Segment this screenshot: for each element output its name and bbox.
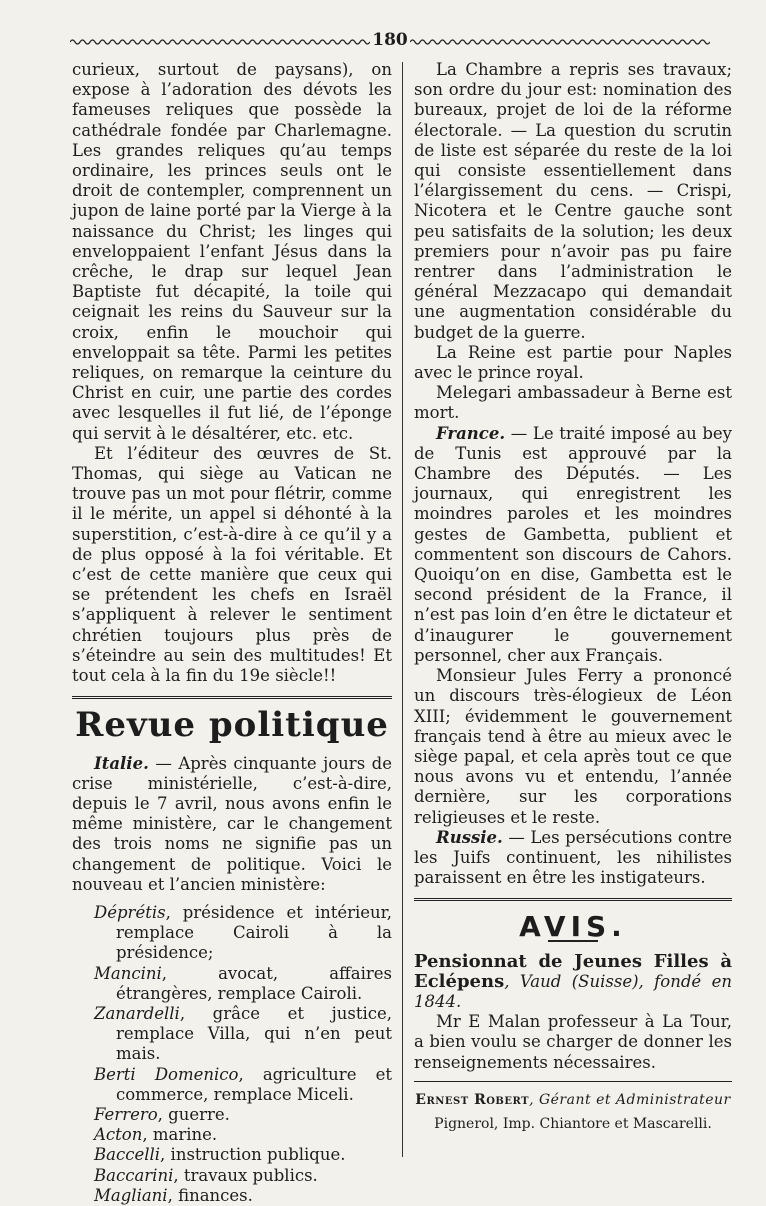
list-item: Baccarini, travaux publics. [94, 1165, 318, 1185]
paragraph: La Reine est partie pour Naples avec le prince royal. [414, 342, 732, 383]
news-item-russie [414, 828, 732, 889]
news-text: — Les persécutions contre les Juifs continuent, les nihilistes paraissent en être les instigateurs. [414, 827, 732, 888]
right-column [414, 60, 732, 1134]
printer-line: Pignerol, Imp. Chiantore et Mascarelli. [434, 1115, 712, 1132]
wavy-rule-left [70, 38, 370, 46]
notice-heading [414, 952, 732, 1013]
country-label: Italie. [94, 753, 149, 773]
section-divider [72, 696, 392, 699]
page-number: 180 [372, 30, 408, 50]
list-item: Zanardelli, grâce et justice, remplace Villa, qui n’en peut mais. [94, 1003, 392, 1064]
paragraph: Melegari ambassadeur à Berne est mort. [414, 383, 732, 423]
footer-divider [414, 1081, 732, 1082]
manager-name: Ernest Robert [415, 1091, 530, 1108]
paragraph: Et l’éditeur des œuvres de St. Thomas, qui siège au Vatican ne trouve pas un mot pour flétrir, comme il le mérite, un appel si déhonté à la superstition, c’est-à-dire à ce qu’il y a de plus opposé à la foi véritable. Et c’est de cette manière que ceux qui se prétendent les chefs en Israël s’appliquent à relever le sentiment chrétien toujours plus près de s’éteindre au sein des multitudes! Et tout cela à la fin du 19e siècle!! [72, 443, 392, 686]
list-item: Déprétis, présidence et intérieur, remplace Cairoli à la présidence; [94, 902, 392, 963]
list-item: Baccelli, instruction publique. [94, 1145, 346, 1165]
notice-title: AVIS. [519, 910, 627, 944]
paragraph: curieux, surtout de paysans), on expose à l’adoration des dévots les fameuses reliques que possède la cathédrale fondée par Charlemagne. Les grandes reliques qu’au temps ordinaire, les princes seuls ont le droit de contempler, comprennent un jupon de laine porté par la Vierge à la naissance du Christ; les linges qui enveloppaient l’enfant Jésus dans la crêche, le drap sur lequel Jean Baptiste fut décapité, la toile qui ceignait les reins du Sauveur sur la croix, enfin le mouchoir qui enveloppait sa tête. Parmi les petites reliques, on remarque la ceinture du Christ en cuir, une partie des cordes avec lesquelles il fut lié, de l’éponge qui servit à le désaltérer, etc. etc. [72, 60, 392, 443]
country-label: France. [436, 423, 506, 443]
list-item: Ferrero, guerre. [94, 1104, 230, 1124]
school-location: , Vaud (Suisse), fondé en 1844. [414, 971, 732, 1011]
manager-line [414, 1090, 732, 1110]
section-divider [414, 898, 732, 901]
list-item: Berti Domenico, agriculture et commerce, remplace Miceli. [94, 1064, 392, 1104]
news-text: — Le traité imposé au bey de Tunis est approuvé par la Chambre des Députés. — Les journaux, qui enregistrent les moindres paroles et les moindres gestes de Gambetta, publient et commentent son discours de Cahors. Quoiqu’on en dise, Gambetta est le second président de la France, il n’est pas loin d’en être le dictateur et d’inaugurer le gouvernement personnel, cher aux Français. [414, 423, 732, 665]
paragraph: La Chambre a repris ses travaux; son ordre du jour est: nomination des bureaux, projet de loi de la réforme électorale. — La question du scrutin de liste est séparée du reste de la loi qui consiste essentiellement dans l’élargissement du cens. — Crispi, Nicotera et le Centre gauche sont peu satisfaits de la solution; les deux premiers pour n’avoir pas pu faire rentrer dans l’administration le général Mezzacapo qui demandait une augmentation considérable du budget de la guerre. [414, 60, 732, 342]
manager-title: , Gérant et Administrateur [529, 1091, 731, 1108]
news-item-italie [72, 754, 392, 895]
news-item-france [414, 424, 732, 666]
country-label: Russie. [436, 827, 503, 847]
minister-list [72, 903, 392, 1206]
section-title: Revue politique [75, 705, 389, 746]
column-divider [402, 62, 403, 1157]
news-text: — Après cinquante jours de crise ministérielle, c’est-à-dire, depuis le 7 avril, nous avons enfin le même ministère, car le changement des trois noms ne signifie pas un changement de politique. Voici le nouveau et l’ancien ministère: [72, 753, 392, 894]
list-item: Acton, marine. [94, 1125, 218, 1145]
list-item: Magliani, finances. [94, 1185, 253, 1205]
school-name: Pensionnat de Jeunes Filles à Eclépens [414, 950, 732, 992]
paragraph: Monsieur Jules Ferry a prononcé un discours très-élogieux de Léon XIII; évidemment le gouvernement français tend à être au mieux avec le siège papal, et cela après tout ce que nous avons vu et entendu, l’année dernière, sur les corporations religieuses et le reste. [414, 666, 732, 827]
page-header [70, 30, 710, 54]
wavy-rule-right [410, 38, 710, 46]
list-item: Mancini, avocat, affaires étrangères, remplace Cairoli. [94, 963, 392, 1003]
left-column [72, 60, 392, 1206]
notice-text: Mr E Malan professeur à La Tour, a bien voulu se charger de donner les renseignements nécessaires. [414, 1012, 732, 1072]
